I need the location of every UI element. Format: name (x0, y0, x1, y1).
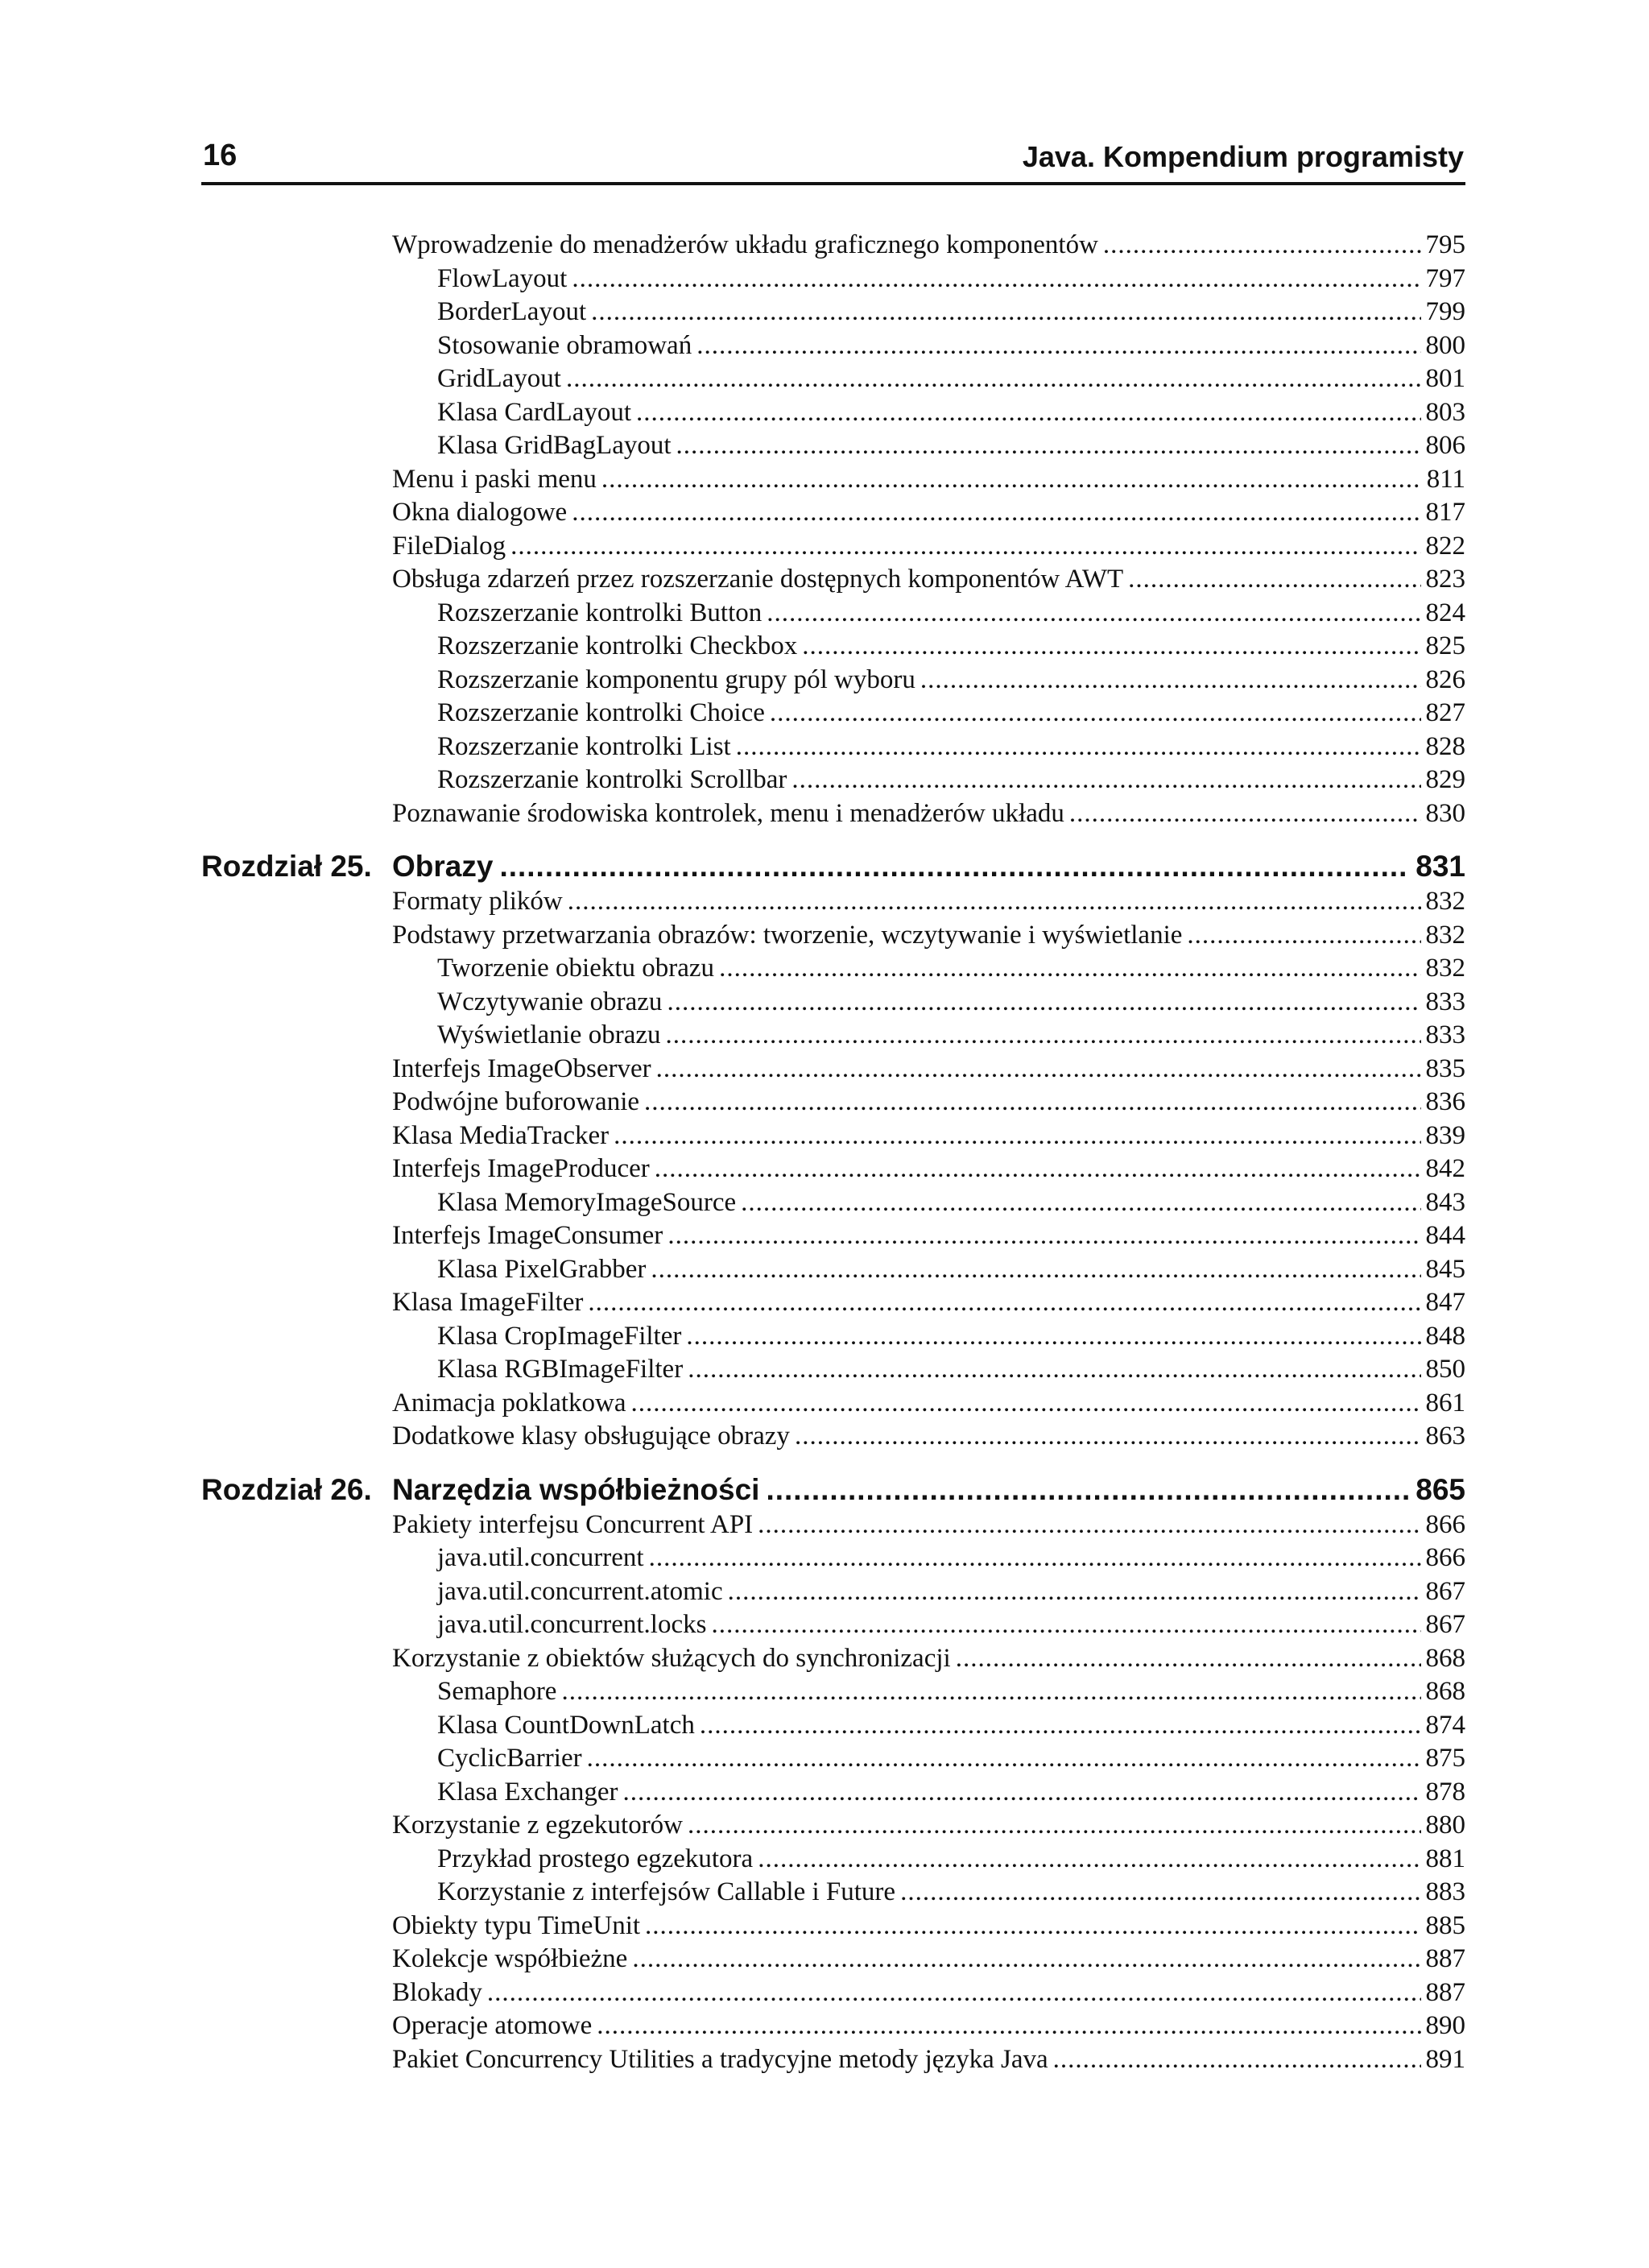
toc-subentry (437, 1355, 1465, 1389)
entry-title: Klasa CountDownLatch (437, 1710, 695, 1740)
toc-subentry (437, 732, 1465, 766)
entry-page: 883 (1425, 1877, 1465, 1906)
entry-title: Poznawanie środowiska kontrolek, menu i menadżerów układu (392, 798, 1064, 828)
entry-title: Interfejs ImageProducer (392, 1154, 650, 1183)
entry-page: 844 (1425, 1221, 1465, 1250)
dot-leader (487, 1978, 1421, 2008)
entry-title: java.util.concurrent.atomic (437, 1576, 723, 1606)
entry-page: 827 (1425, 698, 1465, 727)
toc-subentry (437, 598, 1465, 632)
entry-title: java.util.concurrent.locks (437, 1610, 707, 1639)
toc-entry (392, 498, 1465, 532)
toc-entry (392, 1288, 1465, 1322)
entry-page: 795 (1425, 230, 1465, 259)
dot-leader (767, 598, 1420, 628)
entry-title: Pakiety interfejsu Concurrent API (392, 1509, 754, 1539)
toc-entry (392, 1510, 1465, 1544)
entry-title: Semaphore (437, 1677, 557, 1706)
chapter-heading (201, 1473, 1465, 1510)
entry-title: Przykład prostego egzekutora (437, 1844, 754, 1873)
toc-subentry (437, 1844, 1465, 1878)
toc-subentry (437, 297, 1465, 331)
dot-leader (758, 1510, 1420, 1540)
entry-page: 887 (1425, 1977, 1465, 2007)
entry-page: 866 (1425, 1543, 1465, 1572)
dot-leader (736, 732, 1421, 762)
entry-page: 881 (1425, 1844, 1465, 1873)
dot-leader (588, 1288, 1420, 1318)
entry-page: 891 (1425, 2044, 1465, 2074)
dot-leader (568, 887, 1421, 917)
entry-page: 832 (1425, 887, 1465, 916)
entry-title: Podwójne buforowanie (392, 1087, 640, 1116)
entry-title: Animacja poklatkowa (392, 1388, 626, 1418)
toc-subentry (437, 1577, 1465, 1611)
entry-title: Interfejs ImageObserver (392, 1053, 651, 1083)
dot-leader (770, 698, 1421, 728)
entry-title: CyclicBarrier (437, 1744, 582, 1773)
entry-page: 885 (1425, 1910, 1465, 1940)
dot-leader (1128, 565, 1420, 594)
toc-entry (392, 1154, 1465, 1188)
toc-entry (392, 1121, 1465, 1155)
book-title: Java. Kompendium programisty (1022, 140, 1464, 173)
toc-subentry (437, 431, 1465, 465)
chapter-title: Narzędzia współbieżności (392, 1472, 760, 1506)
dot-leader (766, 1473, 1409, 1507)
dot-leader (791, 765, 1420, 795)
entry-page: 797 (1425, 263, 1465, 293)
dot-leader (711, 1610, 1420, 1640)
dot-leader (656, 1054, 1421, 1084)
toc-entry (392, 1389, 1465, 1422)
entry-title: Interfejs ImageConsumer (392, 1221, 663, 1250)
chapter-heading (201, 850, 1465, 887)
entry-title: FileDialog (392, 531, 506, 561)
entry-page: 839 (1425, 1120, 1465, 1150)
dot-leader (1069, 799, 1421, 829)
dot-leader (795, 1422, 1421, 1451)
entry-title: java.util.concurrent (437, 1543, 644, 1572)
entry-title: GridLayout (437, 364, 561, 393)
page-number: 16 (203, 139, 238, 172)
chapter-page: 831 (1415, 850, 1465, 883)
entry-page: 835 (1425, 1053, 1465, 1083)
entry-title: Kolekcje współbieżne (392, 1944, 628, 1973)
entry-page: 890 (1425, 2011, 1465, 2040)
entry-page: 861 (1425, 1388, 1465, 1418)
dot-leader (728, 1577, 1421, 1607)
entry-title: Klasa Exchanger (437, 1777, 618, 1807)
entry-page: 836 (1425, 1087, 1465, 1116)
entry-page: 826 (1425, 664, 1465, 694)
entry-page: 806 (1425, 431, 1465, 460)
dot-leader (614, 1121, 1420, 1151)
entry-page: 850 (1425, 1355, 1465, 1384)
dot-leader (719, 954, 1420, 983)
dot-leader (649, 1543, 1421, 1573)
toc-subentry (437, 1543, 1465, 1577)
toc-entry (392, 230, 1465, 264)
entry-page: 824 (1425, 598, 1465, 627)
entry-page: 887 (1425, 1944, 1465, 1973)
entry-page: 866 (1425, 1509, 1465, 1539)
toc-subentry (437, 398, 1465, 432)
entry-title: Menu i paski menu (392, 464, 597, 494)
entry-page: 811 (1426, 464, 1465, 494)
entry-title: Klasa MemoryImageSource (437, 1187, 737, 1217)
toc-subentry (437, 1677, 1465, 1711)
dot-leader (572, 498, 1420, 528)
entry-page: 832 (1425, 954, 1465, 983)
toc-subentry (437, 1778, 1465, 1811)
entry-title: Rozszerzanie komponentu grupy pól wyboru (437, 664, 915, 694)
dot-leader (686, 1322, 1420, 1351)
entry-page: 843 (1425, 1187, 1465, 1217)
entry-title: FlowLayout (437, 263, 568, 293)
dot-leader (510, 532, 1420, 561)
entry-page: 799 (1425, 297, 1465, 326)
entry-title: Korzystanie z obiektów służących do synchronizacji (392, 1643, 951, 1673)
entry-title: Korzystanie z interfejsów Callable i Future (437, 1877, 896, 1906)
dot-leader (587, 1744, 1421, 1773)
toc-entry (392, 1911, 1465, 1945)
toc-entry (392, 1811, 1465, 1844)
dot-leader (900, 1877, 1420, 1907)
chapter-label: Rozdział 26. (201, 1472, 372, 1506)
toc-entry (392, 565, 1465, 598)
entry-page: 825 (1425, 631, 1465, 660)
chapter-page: 865 (1415, 1472, 1465, 1506)
toc-subentry (437, 987, 1465, 1021)
dot-leader (601, 465, 1422, 495)
toc-entry (392, 799, 1465, 833)
entry-title: Pakiet Concurrency Utilities a tradycyjne metody języka Java (392, 2044, 1048, 2074)
toc-subentry (437, 1877, 1465, 1911)
entry-page: 823 (1425, 565, 1465, 594)
toc-entry (392, 1054, 1465, 1088)
entry-title: Rozszerzanie kontrolki Checkbox (437, 631, 798, 660)
entry-page: 832 (1425, 920, 1465, 950)
dot-leader (802, 631, 1420, 661)
dot-leader (644, 1087, 1420, 1117)
entry-page: 874 (1425, 1710, 1465, 1740)
entry-title: Wyświetlanie obrazu (437, 1020, 661, 1049)
toc-subentry (437, 765, 1465, 799)
dot-leader (1187, 921, 1420, 950)
entry-title: Operacje atomowe (392, 2011, 593, 2040)
entry-title: Klasa PixelGrabber (437, 1254, 647, 1284)
toc-subentry (437, 954, 1465, 987)
dot-leader (676, 431, 1421, 461)
dot-leader (920, 665, 1421, 695)
dot-leader (499, 850, 1409, 884)
dot-leader (741, 1188, 1420, 1218)
entry-page: 829 (1425, 765, 1465, 794)
entry-title: BorderLayout (437, 297, 587, 326)
entry-title: Formaty plików (392, 887, 563, 916)
dot-leader (632, 1944, 1420, 1974)
toc-subentry (437, 1744, 1465, 1778)
entry-page: 868 (1425, 1677, 1465, 1706)
entry-page: 880 (1425, 1811, 1465, 1840)
toc-entry (392, 1422, 1465, 1455)
entry-title: Podstawy przetwarzania obrazów: tworzenie, wczytywanie i wyświetlanie (392, 920, 1183, 950)
dot-leader (645, 1911, 1420, 1941)
toc-subentry (437, 665, 1465, 699)
entry-title: Korzystanie z egzekutorów (392, 1811, 684, 1840)
entry-page: 868 (1425, 1643, 1465, 1673)
entry-page: 833 (1425, 1020, 1465, 1049)
dot-leader (758, 1844, 1420, 1874)
entry-title: Stosowanie obramowań (437, 330, 692, 360)
dot-leader (688, 1355, 1420, 1384)
toc-subentry (437, 264, 1465, 298)
entry-page: 800 (1425, 330, 1465, 360)
dot-leader (1053, 2045, 1421, 2075)
toc-subentry (437, 1711, 1465, 1744)
page-header (201, 137, 1465, 185)
entry-title: Wczytywanie obrazu (437, 987, 663, 1016)
entry-page: 848 (1425, 1321, 1465, 1351)
dot-leader (688, 1811, 1420, 1840)
toc-entry (392, 1978, 1465, 2012)
entry-title: Wprowadzenie do menadżerów układu graficznego komponentów (392, 230, 1098, 259)
toc-subentry (437, 1610, 1465, 1644)
toc-subentry (437, 1322, 1465, 1355)
toc-entry (392, 2011, 1465, 2045)
toc-subentry (437, 698, 1465, 732)
dot-leader (700, 1711, 1421, 1740)
toc-entry (392, 465, 1465, 499)
entry-title: Klasa CardLayout (437, 397, 632, 427)
toc-entry (392, 1944, 1465, 1978)
dot-leader (1103, 230, 1421, 260)
entry-page: 875 (1425, 1744, 1465, 1773)
entry-page: 847 (1425, 1288, 1465, 1317)
entry-title: Rozszerzanie kontrolki Button (437, 598, 763, 627)
entry-page: 817 (1425, 498, 1465, 527)
toc-subentry (437, 631, 1465, 665)
entry-page: 803 (1425, 397, 1465, 427)
dot-leader (597, 2011, 1420, 2041)
dot-leader (655, 1154, 1421, 1184)
entry-page: 822 (1425, 531, 1465, 561)
dot-leader (651, 1255, 1420, 1285)
toc-subentry (437, 1188, 1465, 1222)
dot-leader (667, 987, 1420, 1017)
toc-subentry (437, 1020, 1465, 1054)
entry-title: Klasa GridBagLayout (437, 431, 672, 460)
entry-page: 867 (1425, 1576, 1465, 1606)
dot-leader (636, 398, 1420, 428)
entry-title: Tworzenie obiektu obrazu (437, 954, 715, 983)
toc-entry (392, 532, 1465, 565)
dot-leader (591, 297, 1420, 327)
toc-entry (392, 887, 1465, 921)
toc-subentry (437, 1255, 1465, 1289)
chapter-label: Rozdział 25. (201, 850, 372, 883)
entry-title: Obsługa zdarzeń przez rozszerzanie dostępnych komponentów AWT (392, 565, 1124, 594)
entry-page: 867 (1425, 1610, 1465, 1639)
entry-title: Klasa RGBImageFilter (437, 1355, 684, 1384)
toc-entry (392, 1087, 1465, 1121)
entry-page: 845 (1425, 1254, 1465, 1284)
entry-page: 863 (1425, 1422, 1465, 1451)
entry-page: 830 (1425, 798, 1465, 828)
toc-entry (392, 921, 1465, 954)
dot-leader (956, 1644, 1421, 1674)
entry-page: 833 (1425, 987, 1465, 1016)
entry-title: Rozszerzanie kontrolki Choice (437, 698, 765, 727)
dot-leader (696, 331, 1420, 361)
entry-title: Rozszerzanie kontrolki List (437, 731, 731, 761)
toc-entry (392, 1221, 1465, 1255)
dot-leader (566, 364, 1421, 394)
entry-page: 878 (1425, 1777, 1465, 1807)
entry-page: 842 (1425, 1154, 1465, 1183)
chapter-title: Obrazy (392, 850, 494, 883)
entry-title: Okna dialogowe (392, 498, 568, 527)
entry-page: 828 (1425, 731, 1465, 761)
entry-title: Klasa CropImageFilter (437, 1321, 682, 1351)
toc-entry (392, 2045, 1465, 2079)
dot-leader (561, 1677, 1420, 1707)
dot-leader (572, 264, 1420, 294)
entry-title: Klasa ImageFilter (392, 1288, 584, 1317)
entry-title: Dodatkowe klasy obsługujące obrazy (392, 1422, 790, 1451)
entry-title: Obiekty typu TimeUnit (392, 1910, 641, 1940)
dot-leader (622, 1778, 1420, 1807)
dot-leader (667, 1221, 1420, 1251)
dot-leader (666, 1020, 1421, 1050)
entry-title: Blokady (392, 1977, 482, 2007)
dot-leader (631, 1389, 1421, 1418)
entry-title: Klasa MediaTracker (392, 1120, 610, 1150)
table-of-contents (201, 230, 1465, 2078)
entry-title: Rozszerzanie kontrolki Scrollbar (437, 765, 787, 794)
toc-entry (392, 1644, 1465, 1678)
entry-page: 801 (1425, 364, 1465, 393)
toc-subentry (437, 331, 1465, 365)
toc-subentry (437, 364, 1465, 398)
